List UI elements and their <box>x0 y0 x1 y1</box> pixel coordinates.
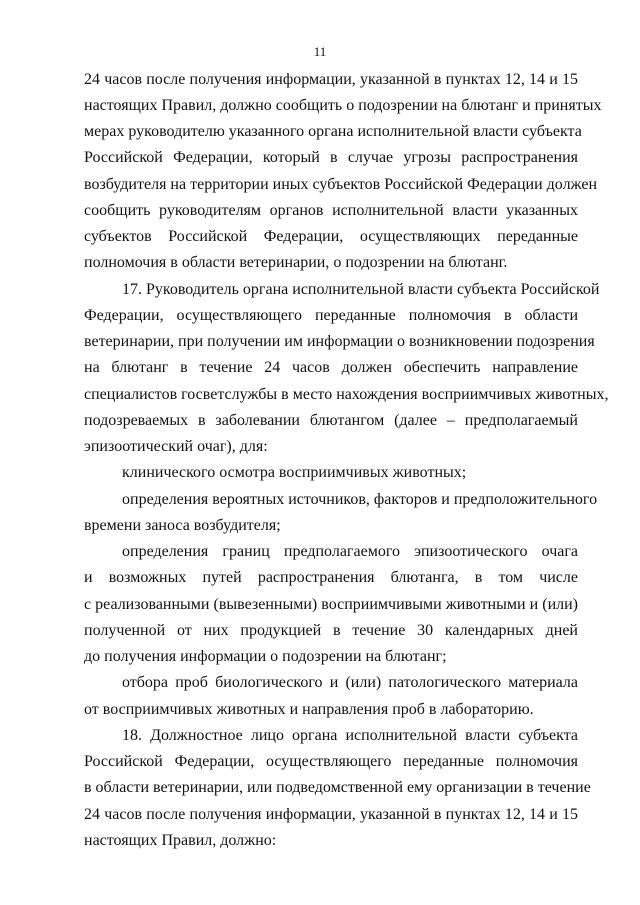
text-line-2: настоящих Правил, должно сообщить о подозрении на блютанг и принятых <box>84 97 602 114</box>
text-line-23: до получения информации о подозрении на блютанг; <box>84 648 447 665</box>
text-line-12: на блютанг в течение 24 часов должен обеспечить направление <box>84 359 578 376</box>
text-line-3: мерах руководителю указанного органа исполнительной власти субъекта <box>84 123 582 140</box>
text-line-4: Российской Федерации, который в случае угрозы распространения <box>84 149 578 166</box>
text-line-6: сообщить руководителям органов исполнительной власти указанных <box>84 202 578 219</box>
text-line-17: определения вероятных источников, факторов и предположительного <box>122 491 598 508</box>
text-line-15: эпизоотический очаг), для: <box>84 438 268 455</box>
text-line-7: субъектов Российской Федерации, осуществляющих переданные <box>84 228 578 245</box>
text-line-25: от восприимчивых животных и направления проб в лабораторию. <box>84 701 534 718</box>
text-line-18: времени заноса возбудителя; <box>84 517 281 534</box>
text-line-21: с реализованными (вывезенными) восприимчивыми животными и (или) <box>84 596 578 613</box>
text-line-28: в области ветеринарии, или подведомственной ему организации в течение <box>84 779 591 796</box>
text-line-11: ветеринарии, при получении им информации о возникновении подозрения <box>84 333 595 350</box>
text-line-16: клинического осмотра восприимчивых животных; <box>122 464 467 481</box>
text-line-5: возбудителя на территории иных субъектов Российской Федерации должен <box>84 176 598 193</box>
text-line-1: 24 часов после получения информации, указанной в пунктах 12, 14 и 15 <box>84 71 578 88</box>
text-line-26: 18. Должностное лицо органа исполнительной власти субъекта <box>122 727 578 744</box>
text-line-8: полномочия в области ветеринарии, о подозрении на блютанг. <box>84 254 508 271</box>
text-line-20: и возможных путей распространения блютанга, в том числе <box>84 569 578 586</box>
text-line-10: Федерации, осуществляющего переданные полномочия в области <box>84 307 578 324</box>
text-line-9: 17. Руководитель органа исполнительной власти субъекта Российской <box>122 281 600 298</box>
text-line-19: определения границ предполагаемого эпизоотического очага <box>122 543 578 560</box>
text-line-22: полученной от них продукцией в течение 30 календарных дней <box>84 622 578 639</box>
text-line-13: специалистов госветслужбы в место нахождения восприимчивых животных, <box>84 386 609 403</box>
text-line-29: 24 часов после получения информации, указанной в пунктах 12, 14 и 15 <box>84 806 578 823</box>
text-line-14: подозреваемых в заболевании блютангом (далее – предполагаемый <box>84 412 578 429</box>
text-line-27: Российской Федерации, осуществляющего переданные полномочия <box>84 753 578 770</box>
text-line-24: отбора проб биологического и (или) патологического материала <box>122 674 578 691</box>
text-line-30: настоящих Правил, должно: <box>84 832 277 849</box>
page-number: 11 <box>313 44 327 59</box>
